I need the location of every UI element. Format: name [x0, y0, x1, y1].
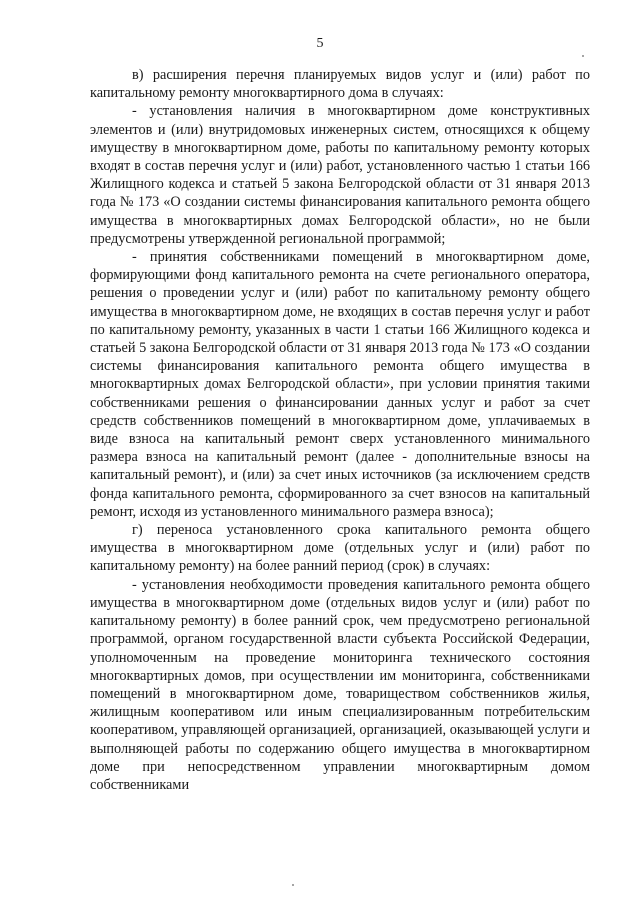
scan-speck: [292, 884, 294, 886]
paragraph-subitem-structural-elements: - установления наличия в многоквартирном доме конструктивных элементов и (или) внутридомовых инженерных систем, относящихся к общему имуществу в многоквартирном доме, работы по капитальному ремонту которых входят в состав перечня услуг и (или) работ, установленного частью 1 статьи 166 Жилищного кодекса и статьей 5 закона Белгородской области от 31 января 2013 года № 173 «О создании системы финансирования капитального ремонта общего имущества в многоквартирных домах Белгородской области», но не были предусмотрены утвержденной региональной программой;: [90, 103, 590, 247]
paragraph-subitem-earlier-repair: - установления необходимости проведения капитального ремонта общего имущества в многоквартирном доме (отдельных видов услуг и (или) работ по капитальному ремонту) в более ранний срок, чем предусмотрено региональной программой, органом государственной власти субъекта Российской Федерации, уполномоченным на проведение мониторинга технического состояния многоквартирных домов, при осуществлении им мониторинга, собственниками помещений в многоквартирном доме, товариществом собственников жилья, жилищным кооперативом или иным специализированным потребительским кооперативом, управляющей организацией, организацией, оказывающей услуги и выполняющей работы по содержанию общего имущества в многоквартирном доме при непосредственном управлении многоквартирным домом собственниками: [90, 576, 590, 793]
scan-speck: [582, 55, 584, 57]
document-body: [90, 66, 590, 794]
page-number: 5: [316, 36, 324, 51]
paragraph-item-v: в) расширения перечня планируемых видов услуг и (или) работ по капитальному ремонту многоквартирного дома в случаях:: [90, 67, 590, 102]
paragraph-subitem-owners-decision: - принятия собственниками помещений в многоквартирном доме, формирующими фонд капитального ремонта на счете регионального оператора, решения о проведении услуг и (или) работ по капитальному ремонту общего имущества в многоквартирном доме, не входящих в состав перечня услуг и работ по капитальному ремонту, указанных в части 1 статьи 166 Жилищного кодекса и статьей 5 закона Белгородской области от 31 января 2013 года № 173 «О создании системы финансирования капитального ремонта общего имущества в многоквартирных домах Белгородской области», при условии принятия такими собственниками решения о финансировании данных услуг и работ за счет средств собственников помещений в многоквартирном доме, уплачиваемых в виде взноса на капитальный ремонт сверх установленного минимального размера взноса на капитальный ремонт (далее - дополнительные взносы на капитальный ремонт), и (или) за счет иных источников (за исключением средств фонда капитального ремонта, сформированного за счет взносов на капитальный ремонт, исходя из установленного минимального размера взноса);: [90, 249, 590, 520]
paragraph-item-g: г) переноса установленного срока капитального ремонта общего имущества в многоквартирном доме (отдельных услуг и (или) работ по капитальному ремонту) на более ранний период (срок) в случаях:: [90, 522, 590, 575]
